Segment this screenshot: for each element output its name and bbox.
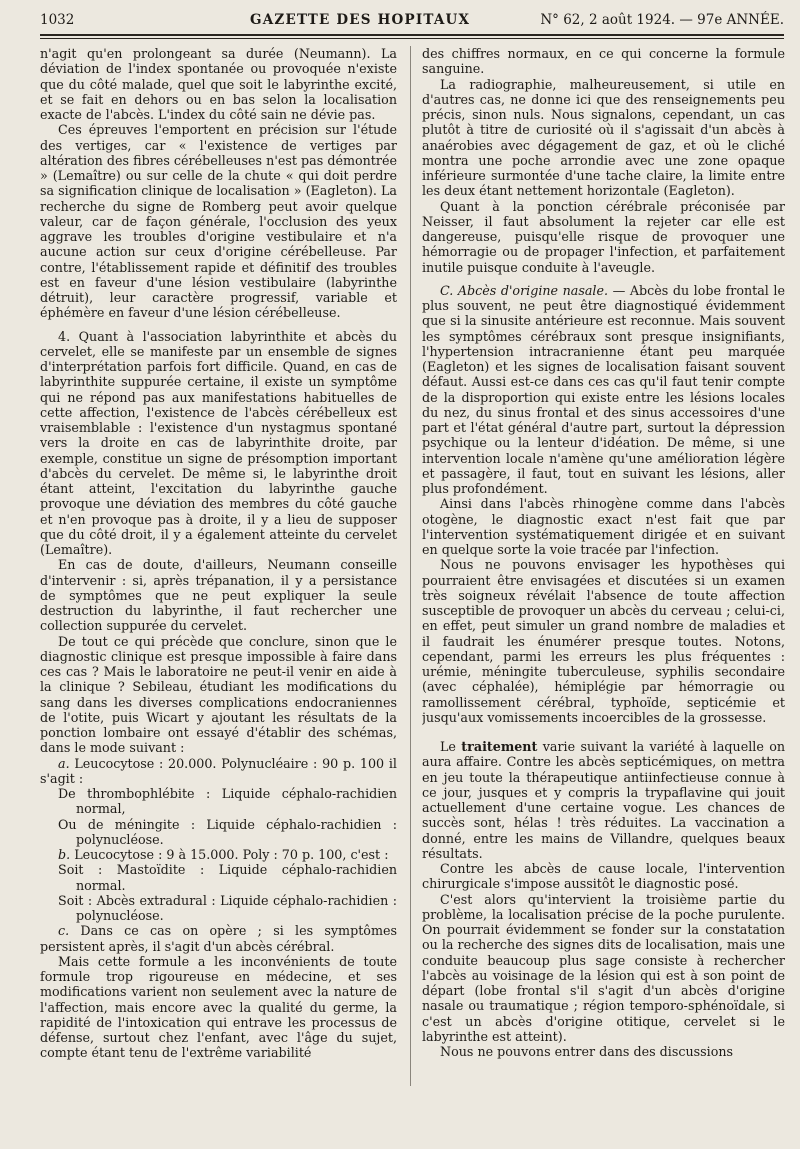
paragraph: Ces épreuves l'emportent en précision sur l'étude des vertiges, car « l'existence de vertiges par altération des fibres cérébelleuses n'est pas démontrée » (Lemaître) ou sur celle de la chute « qui doit perdre sa signification clinique de localisation » (Eagleton). La recherche du signe de Romberg peut avoir quelque valeur, car de façon générale, l'occlusion des yeux aggrave les troubles d'origine vestibulaire et n'a aucune action sur ceux d'origine cérébelleuse. Par contre, l'établissement rapide et définitif des troubles est en faveur d'une lésion vestibulaire (labyrinthe détruit), leur caractère progressif, variable et éphémère en faveur d'une lésion cérébelleuse. — [40, 122, 397, 321]
treatment-text: varie suivant la variété à laquelle on aura affaire. Contre les abcès septicémiques, on mettra en jeu toute la thérapeutique antiinfectieuse connue à ce jour, jusques et y compris la trypaflavine qui jouit actuellement d'une certaine vogue. Les chances de succès sont, hélas ! très réduites. La vaccination a donné, entre les mains de Villandre, quelques beaux résultats. — [422, 739, 785, 861]
list-letter: c. — [58, 923, 70, 939]
paragraph: Mais cette formule a les inconvénients de toute formule trop rigoureuse en médecine, et ses modifications varient non seulement avec la nature de l'affection, mais encore avec la qualité du germe, la rapidité de l'intoxication qui entrave les processus de défense, surtout chez l'enfant, avec l'âge du sujet, compte étant tenu de l'extrême variabilité — [40, 953, 397, 1061]
page-number: 1032 — [40, 12, 75, 28]
paragraph: Contre les abcès de cause locale, l'intervention chirurgicale s'impose aussitôt le diagnostic posé. — [422, 861, 785, 892]
header-rule-thin — [40, 38, 784, 39]
paragraph: des chiffres normaux, en ce qui concerne la formule sanguine. — [422, 46, 785, 77]
paragraph: C'est alors qu'intervient la troisième partie du problème, la localisation précise de la poche purulente. On pourrait évidemment se fonder sur la constatation ou la recherche des signes dits de localisation, mais une conduite beaucoup plus sage consiste à rechercher l'abcès au voisinage de la lésion qui est à son point de départ (lobe frontal s'il s'agit d'un abcès d'origine nasale ou traumatique ; région temporo-sphénoïdale, si c'est un abcès d'origine otitique, cervelet si le labyrinthe est atteint). — [422, 891, 785, 1044]
list-text: Leucocytose : 20.000. Polynucléaire : 90 p. 100 il s'agit : — [40, 755, 397, 786]
treatment-paragraph — [422, 739, 785, 861]
column-divider — [410, 46, 411, 1086]
list-item — [40, 923, 397, 954]
list-subitem: De thrombophlébite : Liquide céphalo-rachidien normal, — [58, 786, 397, 817]
treatment-lead: Le — [440, 739, 462, 754]
paragraph: De tout ce qui précède que conclure, sinon que le diagnostic clinique est presque impossible à faire dans ces cas ? Mais le laboratoire ne peut-il venir en aide à la clinique ? Sebileau, étudiant les modifications du sang dans les diverses complications endocraniennes de l'otite, puis Wicart y ajoutant les résultats de la ponction lombaire ont essayé d'établir des schémas, dans le mode suivant : — [40, 633, 397, 756]
paragraph: En cas de doute, d'ailleurs, Neumann conseille d'intervenir : si, après trépanation, il y a persistance de symptômes que ne peut expliquer la seule destruction du labyrinthe, il faut rechercher une collection suppurée du cervelet. — [40, 557, 397, 634]
issue-info: N° 62, 2 août 1924. — 97e ANNÉE. — [540, 12, 784, 28]
list-subitem: Soit : Abcès extradural : Liquide céphalo-rachidien : polynucléose. — [58, 892, 397, 923]
header-rule-thick — [40, 34, 784, 36]
journal-title: GAZETTE DES HOPITAUX — [250, 12, 471, 28]
section-heading: C. Abcès d'origine nasale. — [440, 282, 609, 298]
paragraph: Ainsi dans l'abcès rhinogène comme dans l'abcès otogène, le diagnostic exact n'est fait que par l'intervention systématiquement dirigée et en suivant en quelque sorte la voie tracée par l'infection. — [422, 496, 785, 557]
left-column — [40, 46, 397, 1136]
paragraph: Quant à la ponction cérébrale préconisée par Neisser, il faut absolument la rejeter car elle est dangereuse, puisqu'elle risque de provoquer une hémorragie ou de propager l'infection, et parfaitement inutile puisque conduite à l'aveugle. — [422, 198, 785, 275]
paragraph: La radiographie, malheureusement, si utile en d'autres cas, ne donne ici que des renseignements peu précis, sinon nuls. Nous signalons, cependant, un cas plutôt à titre de curiosité où il s'agissait d'un abcès à anaérobies avec dégagement de gaz, et où le cliché montra une poche arrondie avec une zone opaque inférieure surmontée d'une tache claire, la limite entre les deux étant nettement horizontale (Eagleton). — [422, 76, 785, 199]
list-item — [40, 847, 397, 862]
section-paragraph — [422, 283, 785, 497]
list-letter: a. — [58, 755, 70, 771]
section-text: — Abcès du lobe frontal le plus souvent, ne peut être diagnostiqué évidemment que si la sinusite antérieure est reconnue. Mais souvent les symptômes cérébraux sont presque insignifiants, l'hypertension intracranienne étant peu marquée (Eagleton) et les signes de localisation faisant souvent défaut. Aussi est-ce dans ces cas qu'il faut tenir compte de la disproportion qui existe entre les lésions locales du nez, du sinus frontal et des sinus accessoires d'une part et l'état général d'autre part, surtout la dépression psychique ou la lenteur d'idéation. De même, si une intervention locale n'amène qu'une amélioration légère et passagère, il faut, tout en suivant les lésions, aller plus profondément. — [422, 282, 785, 496]
list-subitem: Soit : Mastoïdite : Liquide céphalo-rachidien normal. — [58, 862, 397, 893]
list-item — [40, 756, 397, 787]
list-text: Dans ce cas on opère ; si les symptômes persistent après, il s'agit d'un abcès cérébral. — [40, 923, 397, 954]
treatment-keyword: traitement — [461, 739, 538, 754]
paragraph: n'agit qu'en prolongeant sa durée (Neumann). La déviation de l'index spontanée ou provoquée n'existe que du côté malade, quel que soit le labyrinthe excité, et se fait en dehors ou en bas selon la localisation exacte de l'abcès. L'index du côté sain ne dévie pas. — [40, 46, 397, 122]
paragraph: Nous ne pouvons envisager les hypothèses qui pourraient être envisagées et discutées si un examen très soigneux révélait l'absence de toute affection susceptible de provoquer un abcès du cerveau ; celui-ci, en effet, peut simuler un grand nombre de maladies et il faudrait les énumérer presque toutes. Notons, cependant, parmi les erreurs les plus fréquentes : urémie, méningite tuberculeuse, syphilis secondaire (avec céphalée), hémiplégie par hémorragie ou ramollissement cérébral, typhoïde, septicémie et jusqu'aux vomissements incoercibles de la grossesse. — [422, 557, 785, 725]
list-text: Leucocytose : 9 à 15.000. Poly : 70 p. 100, c'est : — [70, 847, 389, 862]
paragraph: 4. Quant à l'association labyrinthite et abcès du cervelet, elle se manifeste par un ensemble de signes d'interprétation parfois fort difficile. Quand, en cas de labyrinthite suppurée certaine, il existe un symptôme qui ne répond pas aux manifestations habituelles de cette affection, l'existence de l'abcès cérébelleux est vraisemblable : l'existence d'un nystagmus spontané vers la droite en cas de labyrinthite droite, par exemple, constitue un signe de présomption important d'abcès du cervelet. De même si, le labyrinthe droit étant atteint, l'excitation du labyrinthe gauche provoque une déviation des membres du côté gauche et n'en provoque pas à droite, il y a lieu de supposer que du côté droit, il y a également atteinte du cervelet (Lemaître). — [40, 328, 397, 557]
list-subitem: Ou de méningite : Liquide céphalo-rachidien : polynucléose. — [58, 816, 397, 847]
list-letter: b. — [58, 847, 71, 862]
page-header — [40, 10, 784, 32]
right-column — [422, 46, 785, 1136]
paragraph: Nous ne pouvons entrer dans des discussions — [440, 1044, 734, 1059]
